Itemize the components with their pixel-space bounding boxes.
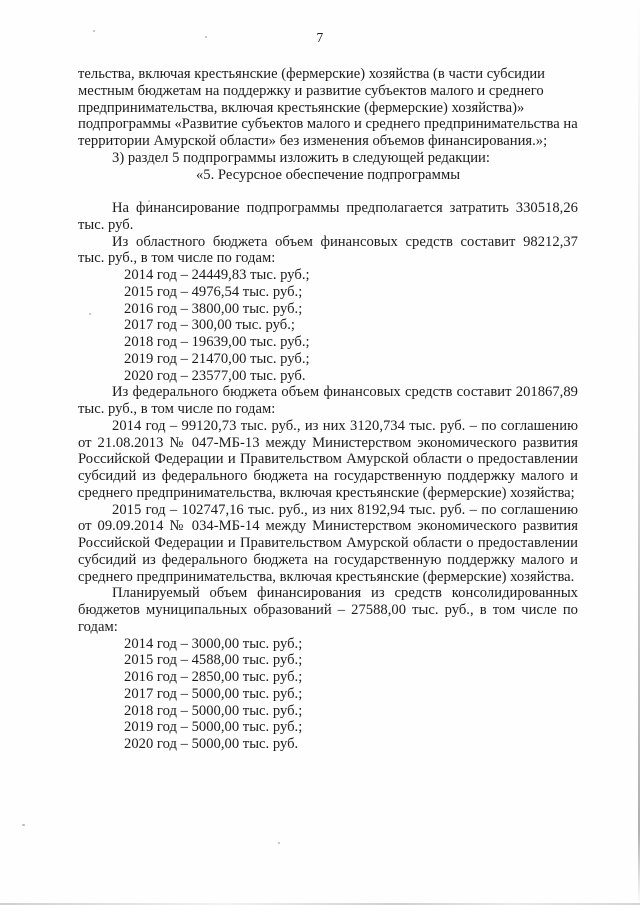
list-item: 2017 год – 5000,00 тыс. руб.; [124, 685, 303, 702]
regional-budget-year-list [78, 267, 578, 384]
paragraph-total-financing: На финансирование подпрограммы предполагается затратить 330518,26 тыс. руб. [78, 200, 578, 233]
page-body [78, 66, 578, 753]
paragraph-federal-2014: 2014 год – 99120,73 тыс. руб., из них 3120,734 тыс. руб. – по соглашению от 21.08.2013 № 047-МБ-13 между Министерством экономического развития Российской Федерации и Правительством Амурской области о предоставлении субсидий из федерального бюджета на государственную поддержку малого и среднего предпринимательства, включая крестьянские (фермерские) хозяйства; [78, 417, 578, 501]
page-number: 7 [316, 30, 324, 45]
list-item: 2020 год – 5000,00 тыс. руб. [124, 736, 299, 752]
list-item: 2019 год – 21470,00 тыс. руб.; [124, 350, 310, 367]
scan-speck [278, 842, 280, 844]
list-item: 2018 год – 19639,00 тыс. руб.; [124, 334, 310, 350]
list-item: 2014 год – 3000,00 тыс. руб.; [124, 635, 303, 652]
list-item: 2020 год – 23577,00 тыс. руб. [124, 367, 306, 384]
municipal-budget-year-list [78, 636, 578, 753]
section-heading: «5. Ресурсное обеспечение подпрограммы [195, 166, 461, 183]
paragraph-municipal-intro: Планируемый объем финансирования из средств консолидированных бюджетов муниципальных образований – 27588,00 тыс. руб., в том числе по годам: [78, 585, 578, 635]
list-item: 2016 год – 2850,00 тыс. руб.; [124, 669, 303, 685]
list-item: 2017 год – 300,00 тыс. руб.; [124, 317, 295, 334]
paragraph-regional-budget-intro: Из областного бюджета объем финансовых средств составит 98212,37 тыс. руб., в том числе по годам: [78, 233, 578, 267]
list-item: 2016 год – 3800,00 тыс. руб.; [124, 300, 303, 317]
paragraph-item-3: 3) раздел 5 подпрограммы изложить в следующей редакции: [112, 149, 490, 166]
paragraph-continuation: тельства, включая крестьянские (фермерские) хозяйства (в части субсидии местным бюджетам на поддержку и развитие субъектов малого и среднего предпринимательства, включая крестьянские (фермерские) хозяйства)» подпрограммы «Развитие субъектов малого и среднего предпринимательства на территории Амурской области» без изменения объемов финансирования.»; [78, 66, 578, 149]
list-item: 2014 год – 24449,83 тыс. руб.; [124, 267, 310, 283]
blank-line [78, 183, 578, 200]
list-item: 2015 год – 4976,54 тыс. руб.; [124, 283, 303, 300]
paragraph-federal-budget-intro: Из федерального бюджета объем финансовых средств составит 201867,89 тыс. руб., в том числе по годам: [78, 384, 578, 417]
list-item: 2019 год – 5000,00 тыс. руб.; [124, 719, 303, 736]
list-item: 2018 год – 5000,00 тыс. руб.; [124, 702, 303, 719]
scan-speck [22, 824, 25, 826]
list-item: 2015 год – 4588,00 тыс. руб.; [124, 652, 303, 669]
paragraph-federal-2015: 2015 год – 102747,16 тыс. руб., из них 8192,94 тыс. руб. – по соглашению от 09.09.2014 № 034-МБ-14 между Министерством экономического развития Российской Федерации и Правительством Амурской области о предоставлении субсидий из федерального бюджета на государственную поддержку малого и среднего предпринимательства, включая крестьянские (фермерские) хозяйства. [78, 501, 578, 585]
